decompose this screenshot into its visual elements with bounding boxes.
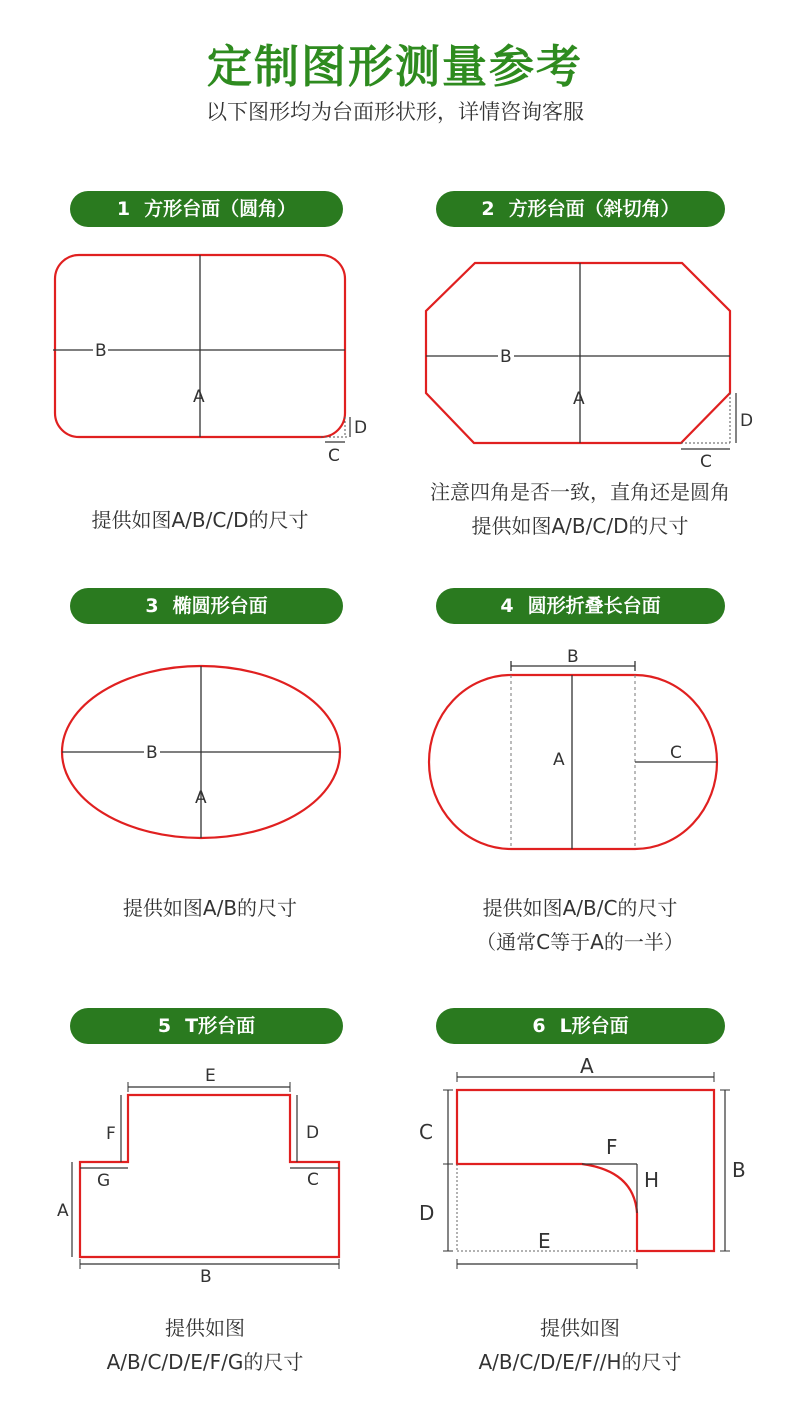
caption-line: 提供如图A/B/C/D的尺寸 — [471, 514, 689, 538]
label-d: D — [354, 418, 368, 438]
label-a: A — [57, 1201, 69, 1221]
shape-6-name: L形台面 — [559, 1015, 629, 1037]
shape-1-diagram — [40, 245, 380, 475]
caption-line: A/B/C/D/E/F/G的尺寸 — [106, 1350, 304, 1374]
caption-line: （通常C等于A的一半） — [476, 930, 684, 954]
caption-note: 注意四角是否一致，直角还是圆角 — [430, 480, 730, 504]
shape-2-name: 方形台面（斜切角） — [508, 198, 680, 220]
shape-6-header — [436, 1008, 725, 1044]
shape-6-caption — [420, 1311, 740, 1379]
shape-2-diagram — [410, 255, 770, 475]
shape-3-caption — [50, 891, 370, 925]
label-b: B — [200, 1267, 212, 1287]
shape-4-diagram — [420, 645, 740, 865]
shape-4-caption — [420, 891, 740, 959]
label-c: C — [328, 446, 340, 466]
label-b: B — [732, 1158, 746, 1182]
label-c: C — [307, 1170, 319, 1190]
shape-4-header — [436, 588, 725, 624]
shape-5-number: 5 — [157, 1015, 172, 1037]
label-a: A — [580, 1054, 594, 1078]
shape-2-caption — [400, 475, 760, 543]
label-a: A — [193, 387, 205, 407]
label-d: D — [419, 1201, 435, 1225]
caption-line: 提供如图A/B的尺寸 — [122, 896, 298, 920]
label-f: F — [106, 1124, 116, 1144]
label-d: D — [740, 411, 754, 431]
label-b: B — [500, 347, 512, 367]
label-f: F — [606, 1135, 618, 1159]
label-a: A — [553, 750, 565, 770]
caption-line: 提供如图A/B/C的尺寸 — [482, 896, 678, 920]
label-c: C — [700, 452, 712, 472]
shape-2-number: 2 — [481, 198, 495, 220]
shape-6-number: 6 — [532, 1015, 546, 1037]
label-d: D — [306, 1123, 320, 1143]
shape-1-name: 方形台面（圆角） — [144, 198, 297, 220]
shape-1-caption — [40, 503, 360, 537]
label-g: G — [97, 1171, 111, 1191]
caption-line: A/B/C/D/E/F//H的尺寸 — [478, 1350, 682, 1374]
label-h: H — [644, 1168, 660, 1192]
shape-5-diagram — [50, 1060, 360, 1290]
shape-2-header — [436, 191, 725, 227]
shape-4-number: 4 — [500, 595, 514, 617]
label-e: E — [205, 1066, 216, 1086]
caption-line: 提供如图 — [540, 1316, 620, 1340]
label-c: C — [419, 1120, 433, 1144]
label-b: B — [146, 743, 158, 763]
label-e: E — [538, 1229, 551, 1253]
chamfer-outline — [426, 263, 730, 443]
l-shape-outline — [457, 1090, 714, 1251]
page-subtitle: 以下图形均为台面形状形，详情咨询客服 — [206, 100, 584, 124]
shape-5-caption — [50, 1311, 360, 1379]
shape-6-diagram — [410, 1050, 770, 1285]
label-b: B — [95, 341, 107, 361]
shape-3-diagram — [50, 655, 360, 855]
caption-line: 提供如图 — [165, 1316, 245, 1340]
page-title: 定制图形测量参考 — [206, 40, 583, 93]
t-shape-outline — [80, 1095, 339, 1257]
label-a: A — [195, 788, 207, 808]
label-b: B — [567, 647, 579, 667]
shape-3-number: 3 — [145, 595, 159, 617]
shape-5-header — [70, 1008, 343, 1044]
caption-line: 提供如图A/B/C/D的尺寸 — [91, 508, 309, 532]
label-c: C — [670, 743, 682, 763]
shape-3-header — [70, 588, 343, 624]
label-a: A — [573, 389, 585, 409]
shape-1-header — [70, 191, 343, 227]
shape-4-name: 圆形折叠长台面 — [527, 595, 661, 617]
shape-1-number: 1 — [116, 198, 131, 220]
shape-5-name: T形台面 — [185, 1015, 256, 1037]
shape-3-name: 椭圆形台面 — [172, 595, 268, 617]
